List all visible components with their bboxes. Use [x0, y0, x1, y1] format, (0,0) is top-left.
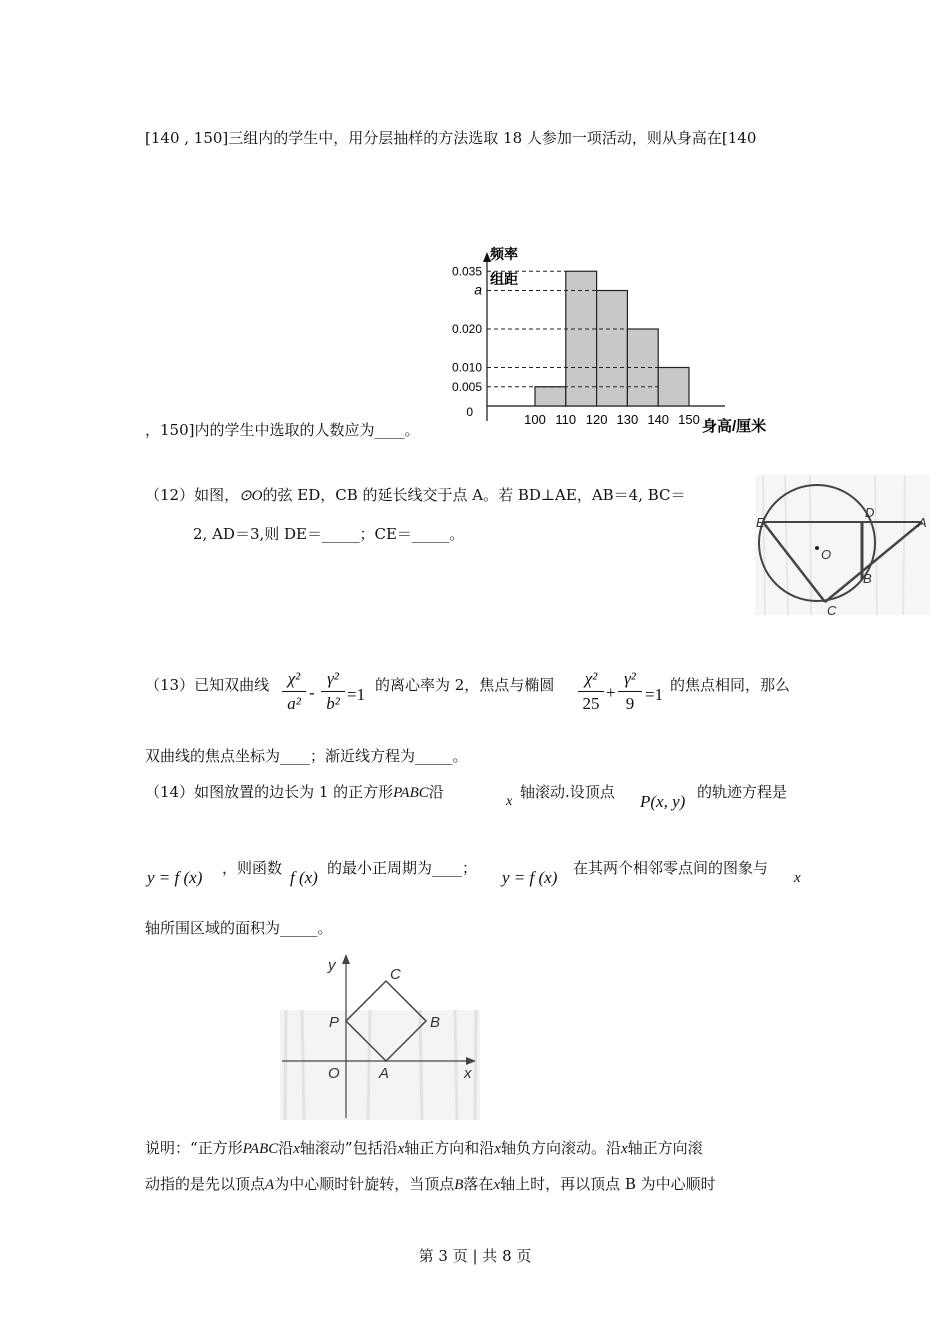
q13-post: 的焦点相同，那么 — [670, 676, 791, 694]
label-y: y — [328, 957, 336, 974]
y-axis-label-2: 组距 — [490, 271, 518, 287]
circle-o-symbol: ⊙O — [239, 488, 263, 504]
y-tick-label: 0.020 — [451, 322, 482, 336]
q13-mid: 的离心率为 2，焦点与椭圆 — [375, 676, 555, 694]
histogram-chart — [440, 238, 785, 438]
histogram-bar — [535, 387, 566, 406]
q14-text-6: 的最小正周期为____； — [327, 859, 478, 877]
ellipse-eq: =1 — [645, 685, 664, 704]
x-tick-label: 100 — [524, 412, 546, 427]
q14-text-1: （14）如图放置的边长为 1 的正方形 — [145, 783, 394, 801]
q14-eq-2: y = f (x) — [502, 868, 558, 887]
q12-text: 的弦 ED，CB 的延长线交于点 A。若 BD⊥AE，AB＝4, BC＝ — [262, 486, 686, 504]
q14-text-5: ，则函数 — [222, 859, 283, 877]
q12-line-2: 2, AD＝3,则 DE＝_____；CE＝_____。 — [193, 525, 465, 543]
y-tick-label: 0.005 — [451, 379, 482, 394]
q14-text-7: 在其两个相邻零点间的图象与 — [573, 859, 769, 877]
histogram-bar — [566, 271, 597, 406]
label-o: O — [821, 547, 832, 562]
center-dot — [815, 546, 819, 550]
text-line-1: [140 , 150]三组内的学生中，用分层抽样的方法选取 18 人参加一项活动，则从身高在[140 — [145, 129, 757, 147]
x-tick-label: 110 — [555, 412, 577, 427]
label-p: P — [329, 1014, 340, 1031]
histogram-bar — [658, 368, 689, 407]
label-a: A — [379, 1065, 390, 1082]
q14-text-2: 沿 — [428, 783, 444, 801]
y-tick-label: 0.035 — [451, 264, 482, 279]
q14-pabc: PABC — [393, 785, 429, 801]
hyperbola-frac-1: χ² a² — [282, 668, 306, 715]
q13-line-2: 双曲线的焦点坐标为____；渐近线方程为_____。 — [145, 747, 468, 765]
text-line-2: ，150]内的学生中选取的人数应为____。 — [145, 421, 420, 439]
q12-line-1 — [145, 485, 686, 506]
x-tick-label: 150 — [678, 412, 700, 427]
y-axis-arrow — [342, 954, 350, 964]
y-tick-label: 0 — [466, 405, 473, 419]
note-line-2: 动指的是先以顶点A为中心顺时针旋转，当顶点B落在x轴上时，再以顶点 B 为中心顺时 — [145, 1175, 716, 1193]
hyperbola-minus: - — [309, 683, 315, 702]
q14-eq-1: y = f (x) — [147, 868, 203, 887]
x-axis-label: 身高/厘米 — [702, 418, 767, 435]
page-footer: 第 3 页 | 共 8 页 — [418, 1247, 532, 1265]
circle-figure — [755, 475, 930, 615]
x-tick-label: 140 — [647, 412, 670, 427]
label-b: B — [430, 1014, 441, 1031]
label-b: B — [863, 571, 872, 586]
label-a: A — [918, 515, 927, 530]
ellipse-plus: + — [606, 683, 616, 702]
y-tick-label: a — [474, 281, 482, 298]
label-o: O — [328, 1065, 340, 1082]
q14-x-var: x — [506, 794, 513, 809]
q14-point-p: P(x, y) — [640, 792, 686, 811]
label-d: D — [865, 505, 875, 520]
ellipse-frac-1: χ² 25 — [578, 668, 604, 715]
q14-line-3: 轴所围区域的面积为_____。 — [145, 919, 333, 937]
q14-x-var-2: x — [794, 870, 801, 886]
q14-text-3: 轴滚动.设顶点 — [520, 783, 615, 801]
x-tick-label: 120 — [585, 412, 608, 427]
histogram-bar — [597, 291, 628, 407]
label-e: E — [756, 515, 765, 530]
q14-fx: f (x) — [290, 868, 318, 887]
label-c: C — [827, 603, 837, 615]
x-tick-label: 130 — [616, 412, 639, 427]
q13-prefix: （13）已知双曲线 — [145, 676, 270, 694]
q14-text-4: 的轨迹方程是 — [697, 783, 788, 801]
label-c: C — [390, 966, 401, 983]
note-line-1: 说明：“正方形PABC沿x轴滚动”包括沿x轴正方向和沿x轴负方向滚动。沿x轴正方向滚 — [145, 1139, 703, 1157]
hyperbola-frac-2: γ² b² — [321, 668, 345, 715]
hyperbola-eq: =1 — [347, 685, 366, 704]
q14-line-1 — [145, 782, 444, 803]
q12-prefix: （12）如图， — [145, 486, 240, 504]
ellipse-frac-2: γ² 9 — [618, 668, 642, 715]
square-figure — [280, 950, 480, 1120]
label-x: x — [464, 1065, 472, 1082]
y-axis-label-1: 频率 — [490, 246, 518, 262]
y-tick-label: 0.010 — [451, 360, 482, 375]
